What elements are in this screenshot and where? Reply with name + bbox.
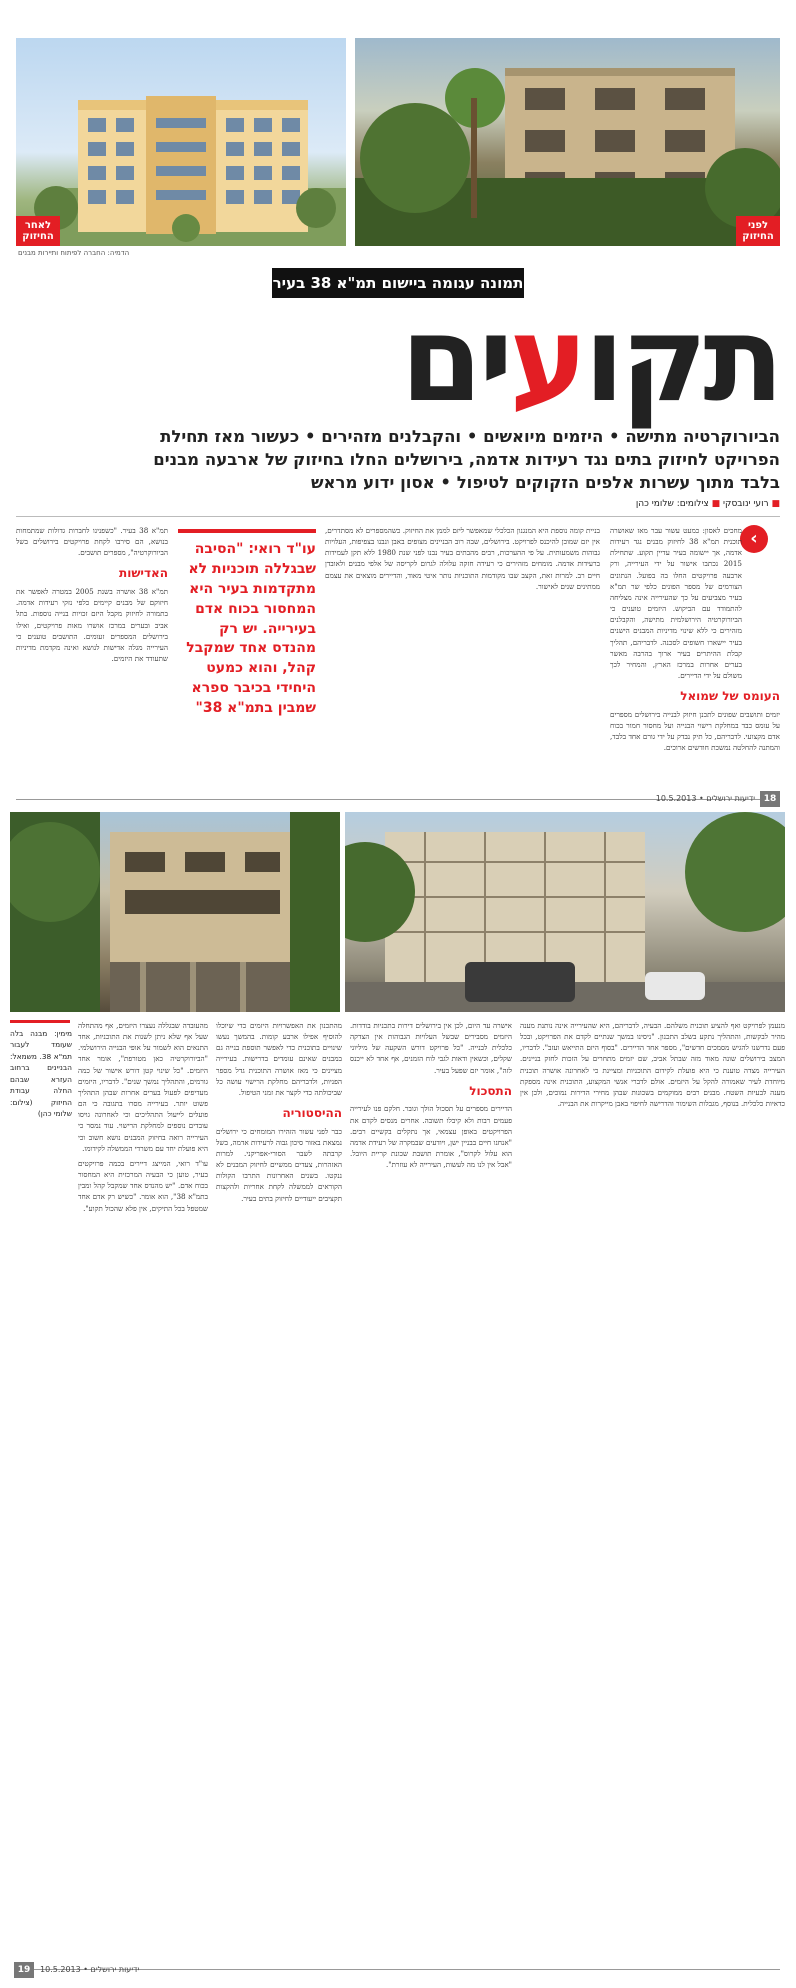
folio-top: ידיעות ירושלים • 10.5.2013: [655, 794, 755, 803]
byline: [380, 499, 780, 513]
subheadline: הביורוקרטיה מתישה • היזמים מיואשים • והקבלנים מזהירים • כעשור מאז תחילת הפרויקט לחיזוק בתים נגד רעידות אדמה, בירושלים החלו בחיזוק של ארבעה מבנים בלבד מתוך עשרות אלפים הזקוקים לטיפול • אסון ידוע מראש: [153, 427, 780, 492]
rendering-credit: הדמיה: החברה לפיתוח ותיירות מבנים: [18, 249, 130, 257]
headline-red-letter: ע: [509, 290, 584, 428]
building-photo-left-illustration: [10, 812, 340, 1012]
page2-column-4: [78, 1020, 208, 1490]
p2-c3-text: מהתכנון את האפשרויות היזמים כדי שיוכלו להוסיף אפילו ארבע קומות. בהמשך נעשו שינויים בתוכנית כדי לאפשר תוספת בנייה גם במבנים שאינם עומדים בדרישות. בעירייה מציינים כי מאז אושרה התוכנית גדל מספר הפניות, ולדבריהם מחלקת הרישוי עושה כל שביכולתה כדי לקצר את זמני הטיפול.: [216, 1021, 342, 1097]
byline-author: רועי ינובסקי: [723, 499, 769, 509]
photo-caption-rule: [10, 1020, 70, 1023]
building-photo-right: [345, 812, 785, 1012]
page2-column-1: [520, 1020, 785, 1490]
rendering-photo: [16, 38, 346, 246]
after-reinforcement-tag: לאחר החיזוק: [16, 216, 60, 246]
col4-heading: האדישות: [119, 566, 168, 581]
col1-text: מחכים לאסון: כמעט עשור עבר מאז שאושרה תוכנית תמ"א 38 לחיזוק מבנים נגד רעידות אדמה, אך יישומה בעיר עדיין תקוע. שתחילת 2015 נכתבו אישור על ידי העירייה, ורק ארבעה פרויקטים החלו בה בפועל. הנתונים הצורמים של מספר הפונים כלפי שר תמ"א בעיר מצביעים על כך שהעירייה אינה מצליחה להתמודד עם הביקוש. היזמים טוענים כי הביורוקרטיה הירושלמית מתישה, והקבלנים מזהירים כי ללא שינוי מדיניות המבנים הישנים בעיר יישארו חשופים לסכנה. לדבריהם, תהליך קבלת ההיתרים בעיר ארוך בהרבה מאשר בערים אחרות במרכז הארץ, והמחיר לכך משולם על ידי הדיירים.: [610, 526, 742, 681]
page2-column-2: [350, 1020, 512, 1490]
pullquote: עו"ד רואי: "הסיבה שבגללה תוכניות לא מתקדמות בעיר היא המחסור בכוח אדם בעירייה. יש רק מהנדס אחד שמקבל קהל, והוא כמעט היחידי בכיבר ספרא שמבין בתמ"א 38": [186, 541, 316, 716]
building-rendering-illustration: [16, 38, 346, 246]
page-number-18: 18: [760, 791, 780, 807]
old-building-illustration: [355, 38, 780, 246]
kicker-bar: תמונה עגומה ביישום תמ"א 38 בעיר: [272, 268, 524, 298]
headline-part1: תקו: [584, 290, 780, 428]
p2-c2-text: אישרה עד היום, לכן אין בירושלים דירות בתכניות בודדות. היזמים מסבירים שבשל העלויות הגבוהות אין הצדקה כלכלית לבנייה. "כל פרויקט דורש השקעה של מיליוני שקלים, וכשאין ודאות לגבי לוח הזמנים, אף אחד לא ייכנס לזה", אומר יזם שפעל בעיר.: [350, 1021, 512, 1075]
arrow-circle-icon: ‹: [740, 525, 768, 553]
before-reinforcement-tag: לפני החיזוק: [736, 216, 780, 246]
col1-heading: העומס של שמואל: [680, 689, 780, 704]
page1-column-1: [610, 525, 780, 783]
p2-c2b-text: הדיירים מספרים על תסכול הולך וגובר. חלקם פנו לעירייה פעמים רבות ולא קיבלו תשובה. אחרים מנסים לקדם את הפרויקטים באופן עצמאי, אך נתקלים בקשיים רבים. "אנחנו חיים בבניין ישן, ויודעים שבמקרה של רעידת אדמה הוא עלול לקרוס", אומרת תושבת שכונת קריית היובל. "אבל אין לנו מה לעשות, העירייה לא עוזרת".: [350, 1104, 512, 1170]
pullquote-rule: [178, 529, 316, 533]
page1-column-2: [325, 525, 600, 783]
byline-photographer: צילומים: שלומי כהן: [635, 499, 709, 509]
byline-rule: [16, 516, 780, 517]
col1b-text: יזמים ותושבים שפונים לתכנן חיזוק לבנייה בירושלים מספרים על עומס כבד במחלקת רישוי הבנייה ועל מחסור חמור בכוח אדם מקצועי. לדבריהם, כל תיק נבדק על ידי גורם אחד בלבד, והמתנה להחלטה נמשכת חודשים ארוכים.: [610, 709, 780, 753]
col4b-text: תמ"א 38 אושרה בשנת 2005 במטרה לאפשר את חיזוקם של מבנים קיימים כלפי נזקי רעידות אדמה. בתמורה לחיזוק מקבל היזם זכויות בנייה נוספות. בתל אביב ובערים במרכז אושרו מאות פרויקטים, ואילו בירושלים המספרים זעומים. התושבים טוענים כי העירייה מגלה אדישות לנושא ואינה מקדמת מדיניות שתעודד את היזמים.: [16, 587, 168, 663]
byline-bullet-icon: ■: [771, 499, 780, 509]
p2-c4-text: מהעובדה שבגללה נעצרו היזמים, אף מהתחלה שעל אף שלא ניתן לשנות את התוכניות, אחד התנאים הוא לשמור על אופי הבנייה הירושלמי. "הביורוקרטיה כאן מטורפת", אומר אחד היזמים. "כל שינוי קטן דורש אישור של כמה גורמים, והתהליך נמשך שנים". לדבריו, היזמים מעדיפים לפעול בערים אחרות שבהן התהליך פשוט יותר. בעירייה מסרו בתגובה כי הם פועלים לייעול התהליכים וכי לאחרונה גויסו עובדים נוספים למחלקת הרישוי. עוד נמסר כי העירייה רואה בחיזוק המבנים נושא חשוב וכי היא פועלת יחד עם משרדי הממשלה לקידומו.: [78, 1021, 208, 1153]
folio-top-paper: ידיעות ירושלים: [706, 794, 755, 803]
building-photo-left: [10, 812, 340, 1012]
photo-caption: מימין: מבנה בלה שעומד לעבור תמ"א 38. משמאל: הבניינים ברחוב העזרא שבהם החלה עבודת החיזוק (צילום: שלומי כהן): [10, 1029, 72, 1119]
col2-text: בניית קומה נוספת היא המנגנון הכלכלי שמאפשר ליזם לממן את החיזוק. כשהמספרים לא מסתדרים, אין יזם שמוכן להיכנס לפרויקט. בירושלים, שבה רוב הבניינים מצופים באבן ונבנו בצפיפות, העלויות גבוהות משמעותית. על פי ההערכות, רבים מהבתים בעיר נבנו לפני שנת 1980 ללא תקן לעמידות ברעידות אדמה. מומחים מזהירים כי רעידה חזקה עלולה לגרום לקריסה של אלפי מבנים ולאובדן חיים רב. למרות זאת, הקצב שבו מקודמות התוכניות נותר איטי מאוד, והדיירים מוצאים את עצמם ממתינים שנים לאישור.: [325, 526, 600, 591]
p2-c3b-text: כבר לפני עשור הזהירו המומחים כי ירושלים נמצאת באזור סיכון גבוה לרעידות אדמה, בשל קרבתה לשבר הסורי-אפריקני. למרות האזהרות, צעדים ממשיים לחיזוק המבנים לא ננקטו. בשנים האחרונות התרבו הקולות הקוראים לממשלה לקחת אחריות ולהקצות תקציבים ייעודיים לחיזוק בתים בעיר.: [216, 1126, 342, 1203]
page2-column-3: [216, 1020, 342, 1490]
folio-top-date: 10.5.2013: [655, 794, 697, 803]
page1-column-4: [16, 525, 168, 783]
folio-bottom: 10.5.2013 • ידיעות ירושלים: [40, 1965, 140, 1974]
building-photo-right-illustration: [345, 812, 785, 1012]
folio-bottom-paper: ידיעות ירושלים: [90, 1965, 140, 1974]
byline-separator-icon: ■: [711, 499, 721, 509]
headline-part2: ים: [400, 290, 510, 428]
p2-c2-heading: התסכול: [469, 1083, 512, 1098]
folio-bottom-date: 10.5.2013: [40, 1965, 81, 1974]
p2-c1-text: מנעמן לפרויקט ואף להציע תוכנית משלהם. הבעיה, לדבריהם, היא שהעירייה אינה נותנת מענה מהיר לבקשות, והתהליך נתקע בשלב התכנון. "ניסינו במשך שנתיים לקדם את הפרויקט, ובכל פעם נדרשנו להגיש מסמכים חדשים", מספר אחד הדיירים. "בסוף היזם התייאש ועזב". לדבריו, המצב בירושלים שונה מאוד מזה שבתל אביב, שם יזמים מתחרים על הזכות לחזק בניינים. העירייה מצדה טוענת כי היא פועלת לקידום התוכניות ומציינת כי לאחרונה אושרה תוכנית מיוחדת לעיר שאמורה להקל על היזמים. אולם לדברי אנשי המקצוע, התוכנית אינה מספקת מענה לבעיות השטח. מבנים רבים ממוקמים בשכונות שבהן מחירי הדירות נמוכים, ולכן אין כדאיות כלכלית. בנוסף, מגבלות השימור והדרישה לחיפוי באבן מייקרות את הבנייה.: [520, 1021, 785, 1109]
headline: [16, 290, 780, 428]
old-building-photo: [355, 38, 780, 246]
page-number-19: 19: [14, 1962, 34, 1978]
p2-c4b-text: עו"ד רואי, המייצג דיירים בכמה פרויקטים בעיר, טוען כי הבעיה המרכזית היא המחסור בכוח אדם. "יש מהנדס אחד שמקבל קהל ומבין בתמ"א 38", הוא אומר. "כשיש רק אדם אחד שמטפל בכל התיקים, אין פלא שהכול תקוע".: [78, 1158, 208, 1213]
col4-text: תמ"א 38 בעיר. "כשפנינו לחברות גדולות שמתמחות בנושא, הם סירבו לקחת פרויקטים בירושלים בשל הביורוקרטיה", מספרים תושבים.: [16, 526, 168, 558]
p2-c3-heading: ההיסטוריה: [282, 1106, 342, 1121]
